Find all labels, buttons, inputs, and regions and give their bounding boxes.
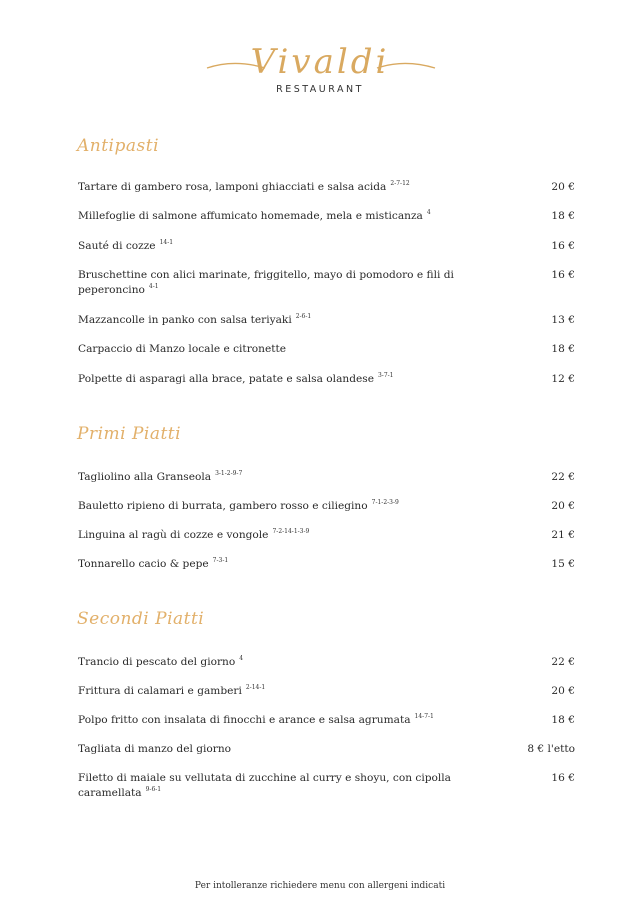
item-price: 15 € (551, 558, 575, 570)
menu-item (78, 528, 578, 543)
menu-item (78, 742, 578, 757)
menu-item (78, 239, 578, 254)
item-name: Tagliolino alla Granseola (78, 471, 212, 483)
allergen-codes: 2-14-1 (245, 684, 266, 691)
menu-item (78, 499, 578, 514)
allergen-codes: 2-7-12 (390, 180, 410, 187)
menu-item (78, 209, 578, 224)
item-price: 12 € (551, 373, 575, 385)
item-name: Bruschettine con alici marinate, friggitello, mayo di pomodoro e fili di peperoncino (78, 269, 454, 296)
item-name: Bauletto ripieno di burrata, gambero rosso e ciliegino (78, 500, 368, 512)
allergen-codes: 3-1-2-9-7 (215, 470, 243, 477)
menu-item (78, 771, 578, 801)
item-name: Linguina al ragù di cozze e vongole (78, 529, 269, 541)
item-name: Trancio di pescato del giorno (78, 656, 236, 668)
menu-item (78, 372, 578, 387)
item-price: 18 € (551, 343, 575, 355)
item-price: 20 € (551, 685, 575, 697)
section-title-primi-piatti: Primi Piatti (77, 424, 182, 444)
menu-item (78, 557, 578, 572)
brand-name: Vivaldi (250, 42, 390, 82)
item-name: Filetto di maiale su vellutata di zucchine al curry e shoyu, con cipolla caramellata (78, 772, 451, 799)
item-price: 18 € (551, 210, 575, 222)
item-name: Millefoglie di salmone affumicato homemade, mela e misticanza (78, 210, 423, 222)
allergen-codes: 7-3-1 (212, 557, 229, 564)
restaurant-logo (0, 38, 640, 98)
menu-item (78, 684, 578, 699)
brand-subtitle: RESTAURANT (276, 84, 364, 95)
allergen-codes: 4 (426, 209, 431, 216)
item-price: 22 € (551, 471, 575, 483)
allergen-codes: 14-7-1 (414, 713, 434, 720)
section-title-secondi-piatti: Secondi Piatti (77, 609, 205, 629)
item-price: 16 € (551, 240, 575, 252)
allergen-codes: 7-1-2-3-9 (371, 499, 399, 506)
item-price: 18 € (551, 714, 575, 726)
item-name: Polpo fritto con insalata di finocchi e arance e salsa agrumata (78, 714, 411, 726)
allergen-codes: 3-7-1 (377, 372, 394, 379)
item-name: Polpette di asparagi alla brace, patate e salsa olandese (78, 373, 374, 385)
item-price: 16 € (551, 269, 575, 281)
section-title-antipasti: Antipasti (77, 136, 160, 156)
item-price: 16 € (551, 772, 575, 784)
item-name: Carpaccio di Manzo locale e citronette (78, 343, 287, 355)
item-name: Tonnarello cacio & pepe (78, 558, 209, 570)
item-name: Tagliata di manzo del giorno (78, 743, 232, 755)
item-name: Sauté di cozze (78, 240, 156, 252)
item-price: 20 € (551, 181, 575, 193)
menu-item (78, 655, 578, 670)
allergen-codes: 9-6-1 (145, 786, 162, 793)
allergen-codes: 4 (239, 655, 244, 662)
item-price: 8 € l'etto (527, 743, 575, 755)
allergen-note: Per intolleranze richiedere menu con allergeni indicati (194, 881, 446, 891)
menu-item (78, 180, 578, 195)
item-price: 13 € (551, 314, 575, 326)
allergen-codes: 7-2-14-1-3-9 (272, 528, 310, 535)
menu-item (78, 268, 578, 298)
menu-item (78, 313, 578, 328)
menu-item (78, 470, 578, 485)
item-name: Mazzancolle in panko con salsa teriyaki (78, 314, 292, 326)
item-price: 22 € (551, 656, 575, 668)
item-name: Frittura di calamari e gamberi (78, 685, 242, 697)
item-name: Tartare di gambero rosa, lamponi ghiacciati e salsa acida (78, 181, 387, 193)
item-price: 20 € (551, 500, 575, 512)
menu-item (78, 713, 578, 728)
item-price: 21 € (551, 529, 575, 541)
allergen-codes: 4-1 (148, 283, 159, 290)
allergen-codes: 14-1 (159, 239, 174, 246)
menu-item (78, 342, 578, 357)
allergen-codes: 2-6-1 (295, 313, 312, 320)
